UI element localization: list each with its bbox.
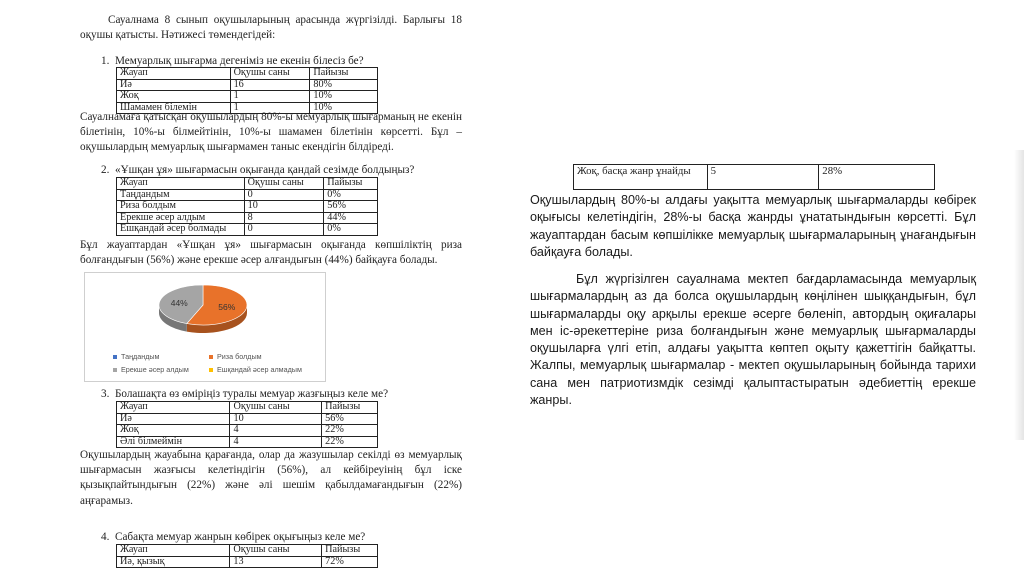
- table-row: [117, 413, 378, 425]
- table-cell: Риза болдым: [117, 201, 245, 213]
- header-cell: Пайызы: [322, 545, 378, 557]
- header-cell: Оқушы саны: [244, 178, 324, 190]
- table-cell: 4: [230, 436, 322, 448]
- table-cell: 16: [230, 79, 310, 91]
- legend-swatch: [209, 368, 213, 372]
- legend-label: Таңдандым: [121, 352, 160, 361]
- q1-table: [116, 67, 378, 114]
- header-cell: Оқушы саны: [230, 545, 322, 557]
- header-cell: Оқушы саны: [230, 68, 310, 80]
- table-row: [117, 79, 378, 91]
- intro-paragraph: [80, 13, 462, 43]
- table-cell: 80%: [310, 79, 378, 91]
- table-cell: 4: [230, 425, 322, 437]
- legend-label: Риза болдым: [217, 352, 262, 361]
- header-cell: Жауап: [117, 178, 245, 190]
- table-row: [117, 224, 378, 236]
- table-cell: 10%: [310, 102, 378, 114]
- table-cell: 28%: [819, 165, 935, 190]
- header-cell: Пайызы: [324, 178, 378, 190]
- table-cell: Әлі білмеймін: [117, 436, 230, 448]
- q3-table: [116, 401, 378, 448]
- pie-chart-frame: [84, 272, 326, 382]
- table-cell: Иә: [117, 79, 231, 91]
- page-edge-shadow: [1014, 150, 1024, 440]
- table-cell: Иә, қызық: [117, 556, 230, 568]
- table-cell: 0: [244, 189, 324, 201]
- pie-chart: [85, 273, 325, 345]
- table-row: [574, 165, 935, 190]
- table-cell: 1: [230, 91, 310, 103]
- table-row: [117, 436, 378, 448]
- table-cell: Жоқ, басқа жанр ұнайды: [574, 165, 708, 190]
- pie-data-label: 44%: [170, 297, 188, 308]
- legend-item: [209, 352, 262, 361]
- table-cell: Иә: [117, 413, 230, 425]
- table-row: [117, 212, 378, 224]
- q2-conclusion: Бұл жауаптардан «Ұшқан ұя» шығармасын оқығанда көпшіліктің риза болғандығын (56%) және ерекше әсер алғандығын (44%) байқауға болады.: [80, 239, 462, 267]
- table-header-row: [117, 178, 378, 190]
- table-row: [117, 556, 378, 568]
- question-2-title: 2. «Ұшқан ұя» шығармасын оқығанда қандай сезімде болдыңыз?: [101, 164, 415, 176]
- table-cell: Таңдандым: [117, 189, 245, 201]
- header-cell: Пайызы: [310, 68, 378, 80]
- q4-table: [116, 544, 378, 568]
- table-cell: 22%: [322, 425, 378, 437]
- header-cell: Оқушы саны: [230, 402, 322, 414]
- question-3-title: 3. Болашақта өз өміріңіз туралы мемуар жазғыңыз келе ме?: [101, 388, 389, 400]
- legend-swatch: [113, 355, 117, 359]
- legend-item: [113, 365, 189, 374]
- legend-swatch: [113, 368, 117, 372]
- pie-data-label: 56%: [218, 302, 236, 313]
- table-cell: Жоқ: [117, 91, 231, 103]
- table-cell: 10: [244, 201, 324, 213]
- table-row: [117, 91, 378, 103]
- table-cell: 13: [230, 556, 322, 568]
- table-cell: Ерекше әсер алдым: [117, 212, 245, 224]
- table-row: [117, 425, 378, 437]
- q3-conclusion: Оқушылардың жауабына қарағанда, олар да жазушылар секілді өз мемуарлық шығармасын жазғысы келетіндігін (56%), ал кейбіреуінің бұл іске қызықпайтындығын (22%) және әлі шешім қабылдамағандығын (22%) аңғарамыз.: [80, 449, 462, 507]
- legend-label: Ерекше әсер алдым: [121, 365, 189, 374]
- header-cell: Жауап: [117, 402, 230, 414]
- table-cell: 0%: [324, 224, 378, 236]
- table-cell: 56%: [322, 413, 378, 425]
- table-cell: Жоқ: [117, 425, 230, 437]
- legend-item: [113, 352, 160, 361]
- table-cell: Ешқандай әсер болмады: [117, 224, 245, 236]
- table-cell: 56%: [324, 201, 378, 213]
- question-4-title: 4. Сабақта мемуар жанрын көбірек оқығыңыз келе ме?: [101, 531, 366, 543]
- table-cell: 44%: [324, 212, 378, 224]
- legend-swatch: [209, 355, 213, 359]
- final-conclusion-text: Бұл жүргізілген сауалнама мектеп бағдарламасында мемуарлық шығармалардың аз да болса оқушылардың көңілінен шыққандығын, бұл шығармаларды оқу арқылы ерекше әсерге бөленіп, автордың оқиғалары мен іс-әрекеттеріне риза болғандығын және мемуарлық шығармаларды оқушыларға үлгі етіп, алдағы уақытта көптеп оқыту қажеттігін байқатты. Жалпы, мемуарлық шығармалар - мектеп оқушыларының бойында тарихи сана мен патриотизмдік сезімді қалыптастыратын әдебиеттің ерекше жанры.: [530, 272, 976, 408]
- table-header-row: [117, 402, 378, 414]
- table-row: [117, 201, 378, 213]
- legend-label: Ешқандай әсер алмадым: [217, 365, 302, 374]
- table-row: [117, 189, 378, 201]
- table-cell: 0: [244, 224, 324, 236]
- table-cell: 10: [230, 413, 322, 425]
- table-cell: 0%: [324, 189, 378, 201]
- header-cell: Пайызы: [322, 402, 378, 414]
- legend-item: [209, 365, 302, 374]
- q1-conclusion: Сауалнамаға қатысқан оқушылардың 80%-ы мемуарлық шығарманың не екенін білетінін, 10%-ы білмейтінін, 10%-ы шамамен білетінін көрсетті. Бұл – оқушылардың мемуарлық шығармамен таныс екендігін білдіреді.: [80, 111, 462, 154]
- table-cell: 8: [244, 212, 324, 224]
- header-cell: Жауап: [117, 545, 230, 557]
- table-cell: 5: [707, 165, 819, 190]
- table-cell: 72%: [322, 556, 378, 568]
- table-cell: 10%: [310, 91, 378, 103]
- table-cell: Шамамен білемін: [117, 102, 231, 114]
- intro-text: Сауалнама 8 сынып оқушыларының арасында жүргізілді. Барлығы 18 оқушы қатысты. Нәтижесі төмендегідей:: [80, 14, 462, 42]
- final-conclusion: [530, 271, 976, 409]
- q4-conclusion: Оқушылардың 80%-ы алдағы уақытта мемуарлық шығармаларды көбірек оқығысы келетіндігін, 28%-ы басқа жанрды ұнататындығын көрсетті. Бұл жауаптардан басым көпшілікке мемуарлық шығармаларының ұнағандығын байқауға болады.: [530, 193, 976, 259]
- q4-table-continued: [573, 164, 935, 190]
- table-cell: 22%: [322, 436, 378, 448]
- table-header-row: [117, 68, 378, 80]
- table-cell: 1: [230, 102, 310, 114]
- table-header-row: [117, 545, 378, 557]
- q2-table: [116, 177, 378, 236]
- header-cell: Жауап: [117, 68, 231, 80]
- question-1-title: 1. Мемуарлық шығарма дегеніміз не екенін білесіз бе?: [101, 55, 364, 67]
